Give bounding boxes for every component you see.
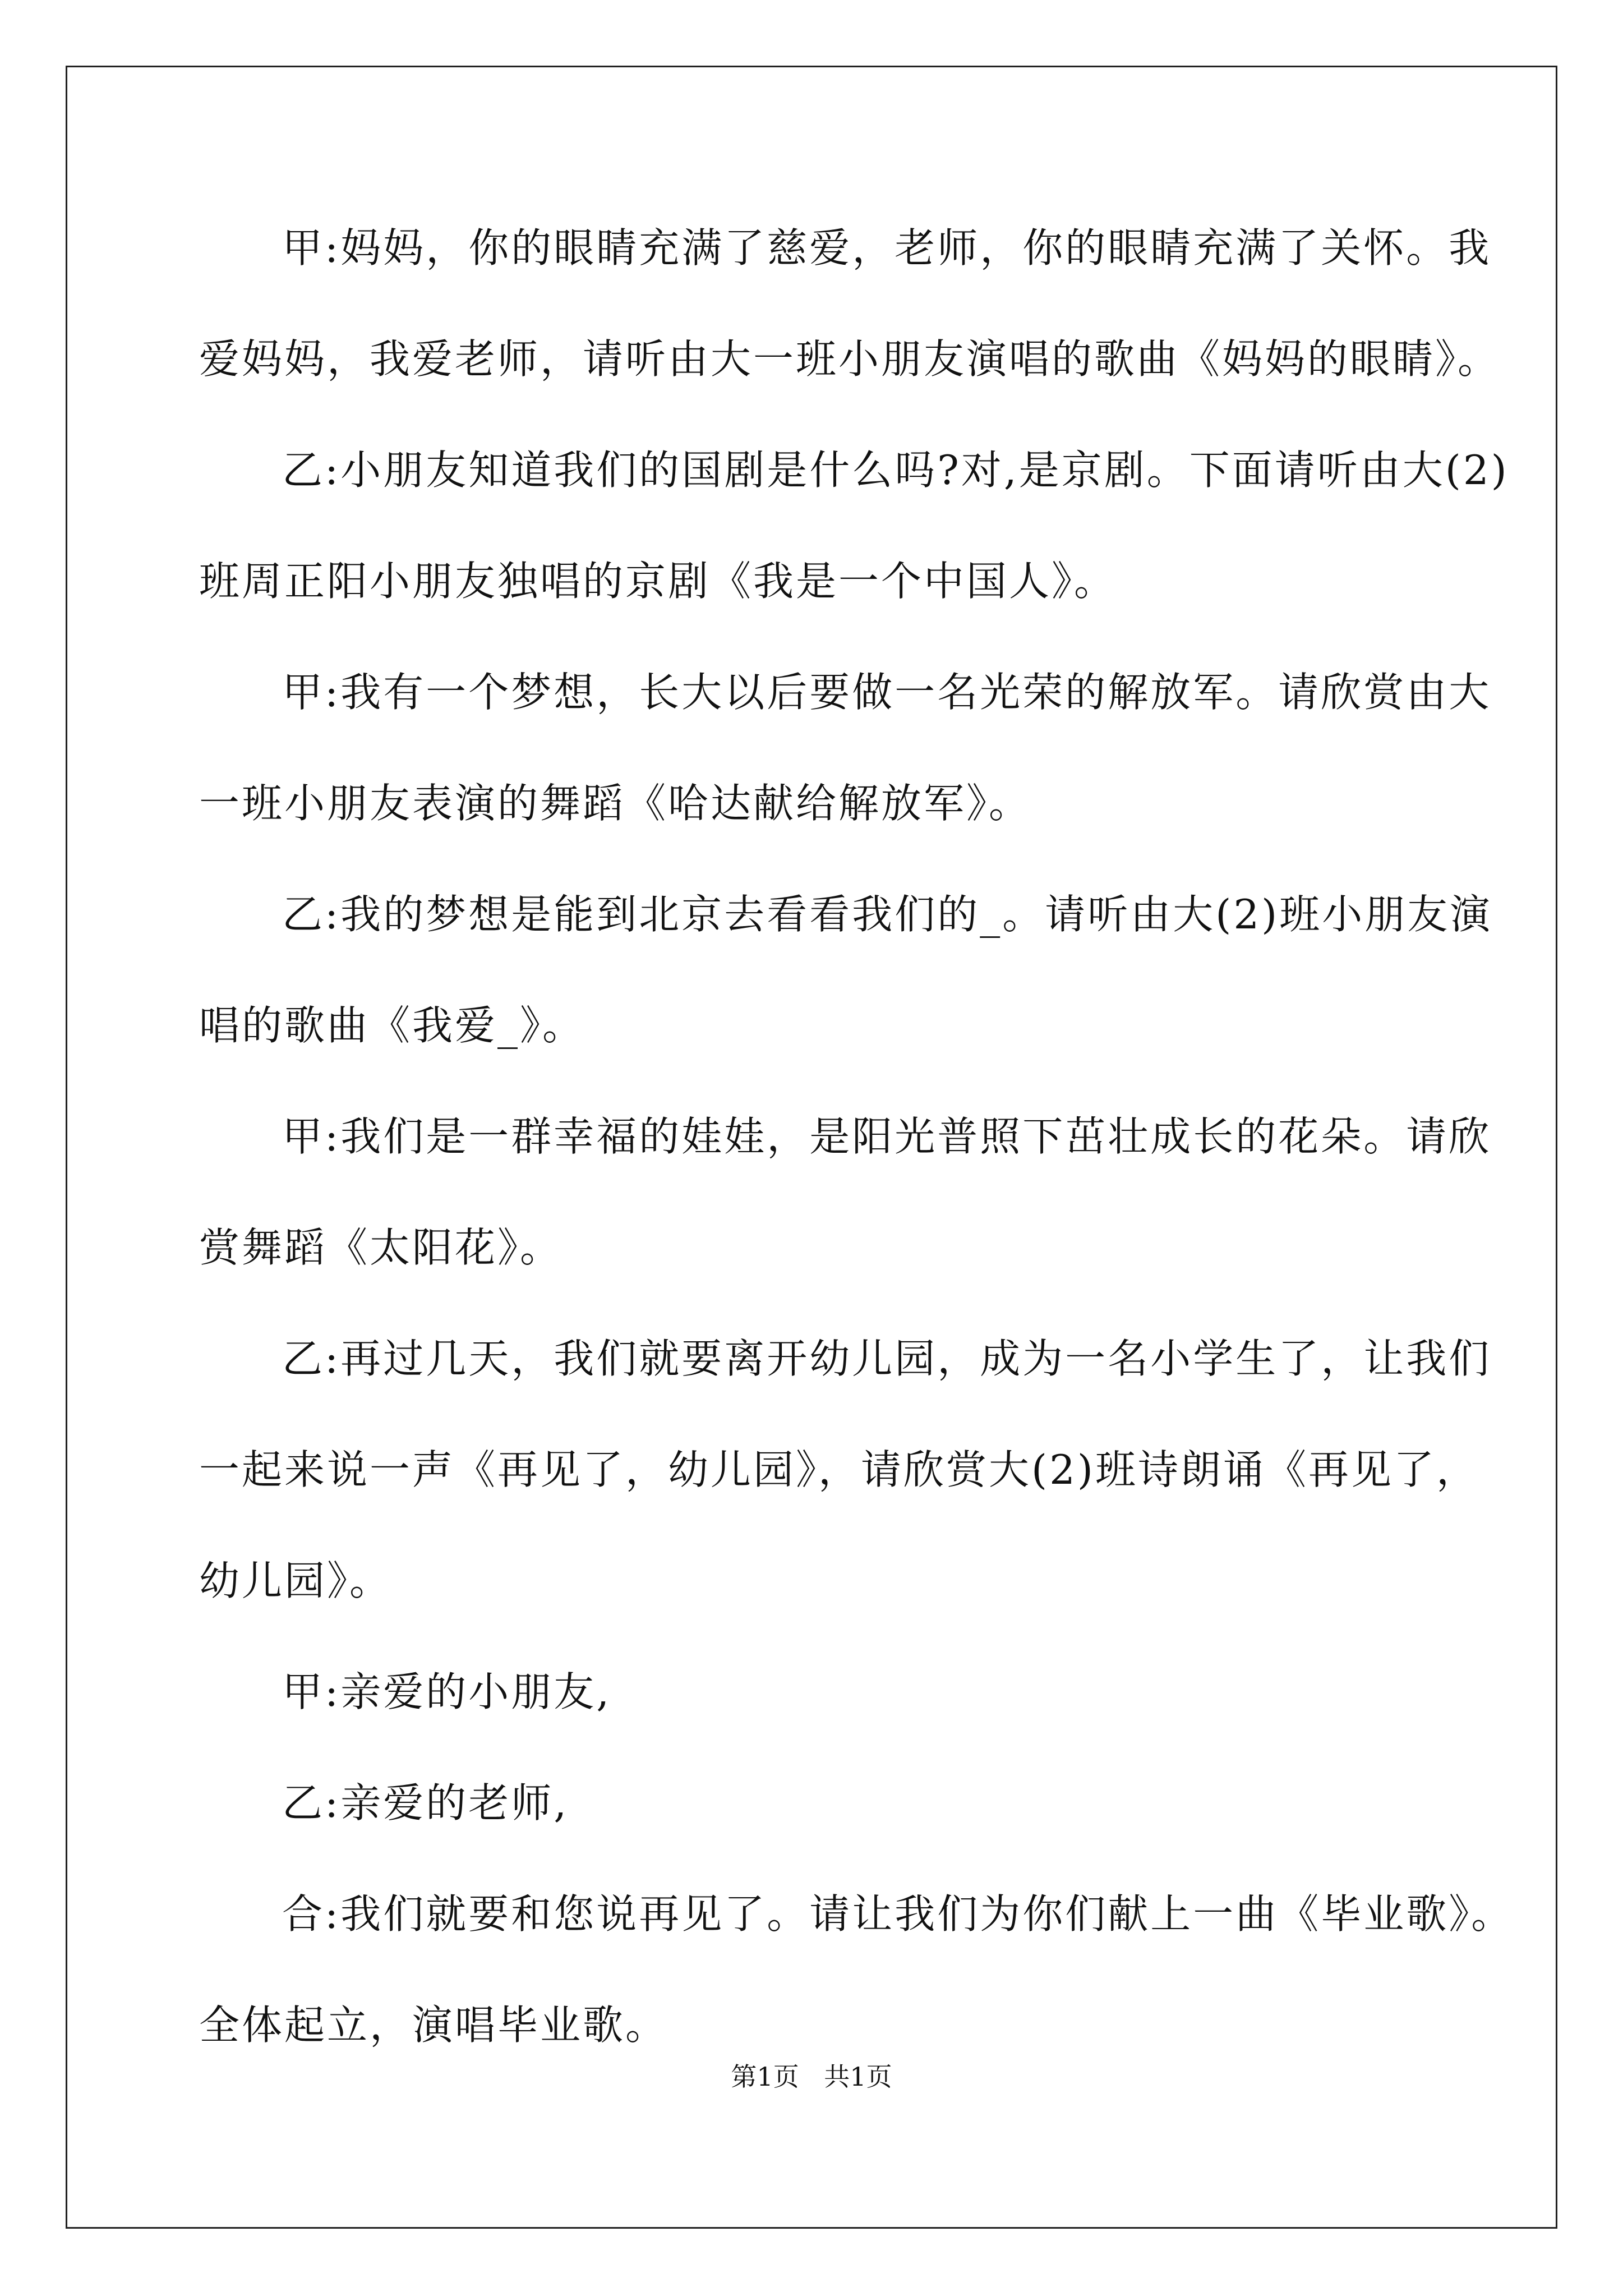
paragraph-line: 一班小朋友表演的舞蹈《哈达献给解放军》。 <box>199 780 1032 827</box>
paragraph-line: 乙:小朋友知道我们的国剧是什么吗?对,是京剧。下面请听由大(2) <box>282 447 1509 494</box>
paragraph-line: 甲:亲爱的小朋友, <box>282 1668 612 1715</box>
paragraph-line: 甲:妈妈，你的眼睛充满了慈爱，老师，你的眼睛充满了关怀。我 <box>282 224 1492 272</box>
paragraph-line: 合:我们就要和您说再见了。请让我们为你们献上一曲《毕业歌》。 <box>282 1890 1514 1938</box>
paragraph-line: 赏舞蹈《太阳花》。 <box>199 1224 563 1271</box>
page-footer: 第1页 共1页 <box>731 2062 892 2092</box>
paragraph-line: 幼儿园》。 <box>199 1557 393 1604</box>
paragraph-line: 爱妈妈，我爱老师，请听由大一班小朋友演唱的歌曲《妈妈的眼睛》。 <box>199 335 1501 383</box>
paragraph-line: 甲:我们是一群幸福的娃娃，是阳光普照下茁壮成长的花朵。请欣 <box>282 1113 1492 1160</box>
paragraph-line: 全体起立，演唱毕业歌。 <box>199 2001 668 2049</box>
paragraph-line: 乙:我的梦想是能到北京去看看我们的_。请听由大(2)班小朋友演 <box>282 891 1493 938</box>
paragraph-line: 乙:再过几天，我们就要离开幼儿园，成为一名小学生了，让我们 <box>282 1335 1492 1382</box>
paragraph-line: 一起来说一声《再见了，幼儿园》，请欣赏大(2)班诗朗诵《再见了， <box>199 1446 1479 1493</box>
paragraph-line: 唱的歌曲《我爱_》。 <box>199 1002 585 1049</box>
paragraph-line: 甲:我有一个梦想，长大以后要做一名光荣的解放军。请欣赏由大 <box>282 669 1492 716</box>
paragraph-line: 乙:亲爱的老师, <box>282 1779 569 1826</box>
paragraph-line: 班周正阳小朋友独唱的京剧《我是一个中国人》。 <box>199 558 1117 605</box>
